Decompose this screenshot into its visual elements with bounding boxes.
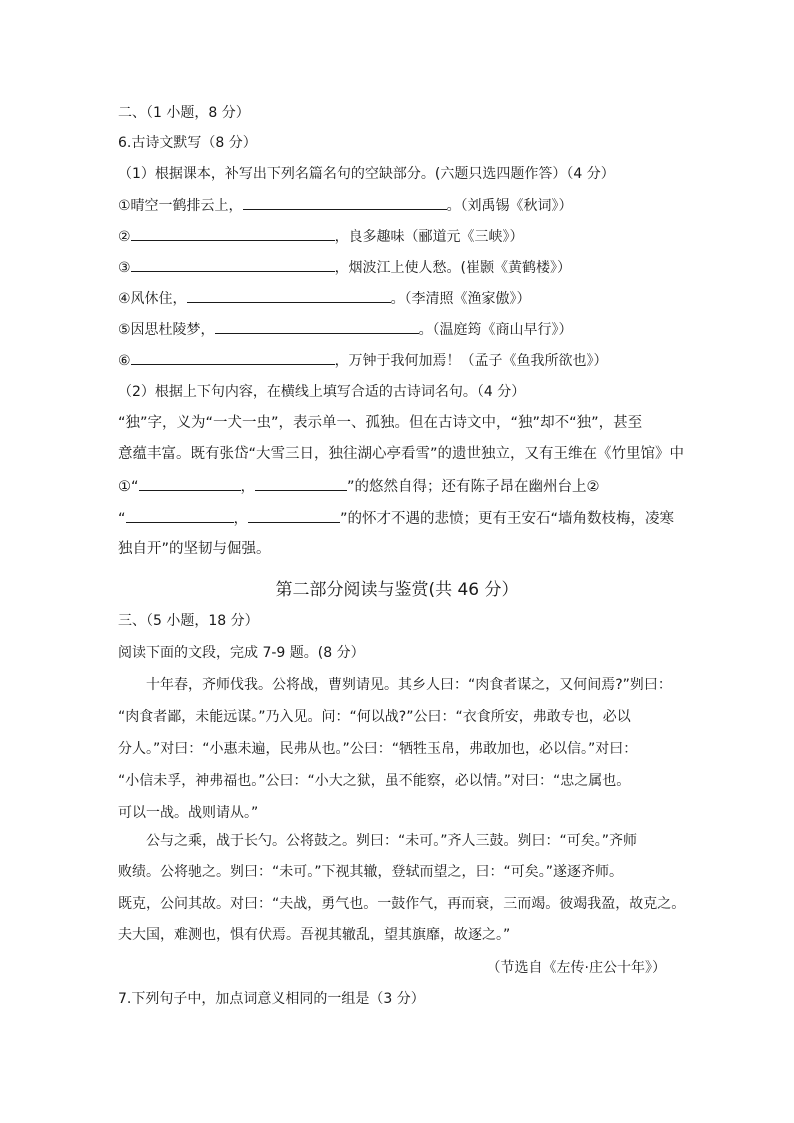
para-line-4: [118, 508, 674, 529]
fill-item-prefix: ①晴空一鹤排云上，: [118, 198, 243, 214]
section3-heading: 三、（5 小题，18 分）: [118, 613, 259, 629]
fill-item-1: [118, 195, 573, 216]
answer-blank[interactable]: [215, 319, 419, 334]
fill-item-6: [118, 350, 608, 371]
passage-line: 可以一战。战则请从。”: [118, 805, 259, 821]
passage-source: （节选自《左传·庄公十年》）: [486, 960, 666, 976]
fill-item-suffix: 。（刘禹锡《秋词》）: [446, 198, 573, 214]
answer-blank[interactable]: [255, 476, 347, 491]
fill-item-suffix: ，万钟于我何加焉！（孟子《鱼我所欲也》）: [334, 353, 608, 369]
fill-item-suffix: ，良多趣味（郦道元《三峡》）: [334, 229, 524, 245]
para-text: ①“: [118, 479, 139, 495]
answer-blank[interactable]: [248, 508, 340, 523]
fill-item-suffix: 。（李清照《渔家傲》）: [390, 291, 531, 307]
passage-line: 既克，公问其故。对曰：“夫战，勇气也。一鼓作气，再而衰，三而竭。彼竭我盈，故克之。: [118, 896, 686, 912]
passage-line: 公与之乘，战于长勺。公将鼓之。刿曰：“未可。”齐人三鼓。刿曰：“可矣。”齐师: [118, 833, 638, 849]
section2-heading: 二、（1 小题，8 分）: [118, 105, 250, 121]
fill-item-suffix: ，烟波江上使人愁。(崔颢《黄鹤楼》）: [334, 260, 572, 276]
q6-title: 6.古诗文默写（8 分）: [118, 135, 257, 151]
part2-title: 第二部分阅读与鉴赏(共 46 分）: [275, 580, 519, 600]
para-line-1: “独”字，义为“一犬一虫”，表示单一、孤独。但在古诗文中，“独”却不“独”，甚至: [118, 415, 643, 431]
para-text: ”的悠然自得；还有陈子昂在幽州台上②: [347, 479, 600, 495]
answer-blank[interactable]: [187, 288, 391, 303]
para-text: ，: [240, 479, 256, 495]
answer-blank[interactable]: [139, 476, 241, 491]
passage-line: “小信未孚，神弗福也。”公曰：“小大之狱，虽不能察，必以情。”对曰：“忠之属也。: [118, 773, 631, 789]
passage-line: “肉食者鄙，未能远谋。”乃入见。问：“何以战?”公曰：“衣食所安，弗敢专也，必以: [118, 709, 631, 725]
answer-blank[interactable]: [131, 226, 335, 241]
fill-item-suffix: 。（温庭筠《商山早行》）: [418, 322, 573, 338]
fill-item-4: [118, 288, 531, 309]
para-text: ”的怀才不遇的悲愤；更有王安石“墙角数枝梅，凌寒: [340, 511, 675, 527]
answer-blank[interactable]: [131, 257, 335, 272]
fill-item-prefix: ⑤因思杜陵梦，: [118, 322, 215, 338]
passage-line: 败绩。公将驰之。刿曰：“未可。”下视其辙，登轼而望之，曰：“可矣。”遂逐齐师。: [118, 864, 624, 880]
answer-blank[interactable]: [243, 195, 447, 210]
fill-item-prefix: ②: [118, 229, 131, 245]
para-line-3: [118, 476, 600, 497]
fill-item-2: [118, 226, 524, 247]
fill-item-prefix: ⑥: [118, 353, 131, 369]
passage-line: 夫大国，难测也，惧有伏焉。吾视其辙乱，望其旗靡，故逐之。”: [118, 927, 511, 943]
passage-line: 十年春，齐师伐我。公将战，曹刿请见。其乡人曰：“肉食者谋之，又何间焉?”刿曰：: [118, 677, 672, 693]
section3-instruction: 阅读下面的文段，完成 7-9 题。(8 分）: [118, 645, 365, 661]
para-text: ，: [233, 511, 249, 527]
para-line-2: 意蕴丰富。既有张岱“大雪三日，独往湖心亭看雪”的遗世独立，又有王维在《竹里馆》中: [118, 446, 685, 462]
q6-1-instruction: （1）根据课本，补写出下列名篇名句的空缺部分。(六题只选四题作答）（4 分）: [118, 166, 615, 182]
q7-title: 7.下列句子中，加点词意义相同的一组是（3 分）: [118, 991, 425, 1007]
para-line-5: 独自开”的坚韧与倔强。: [118, 541, 271, 557]
fill-item-prefix: ④风休住，: [118, 291, 187, 307]
fill-item-5: [118, 319, 573, 340]
answer-blank[interactable]: [126, 508, 234, 523]
q6-2-instruction: （2）根据上下句内容，在横线上填写合适的古诗词名句。（4 分）: [118, 384, 526, 400]
fill-item-3: [118, 257, 571, 278]
answer-blank[interactable]: [131, 350, 335, 365]
passage-line: 分人。”对曰：“小惠未遍，民弗从也。”公曰：“牺牲玉帛，弗敢加也，必以信。”对曰：: [118, 741, 638, 757]
fill-item-prefix: ③: [118, 260, 131, 276]
para-text: “: [118, 511, 126, 527]
